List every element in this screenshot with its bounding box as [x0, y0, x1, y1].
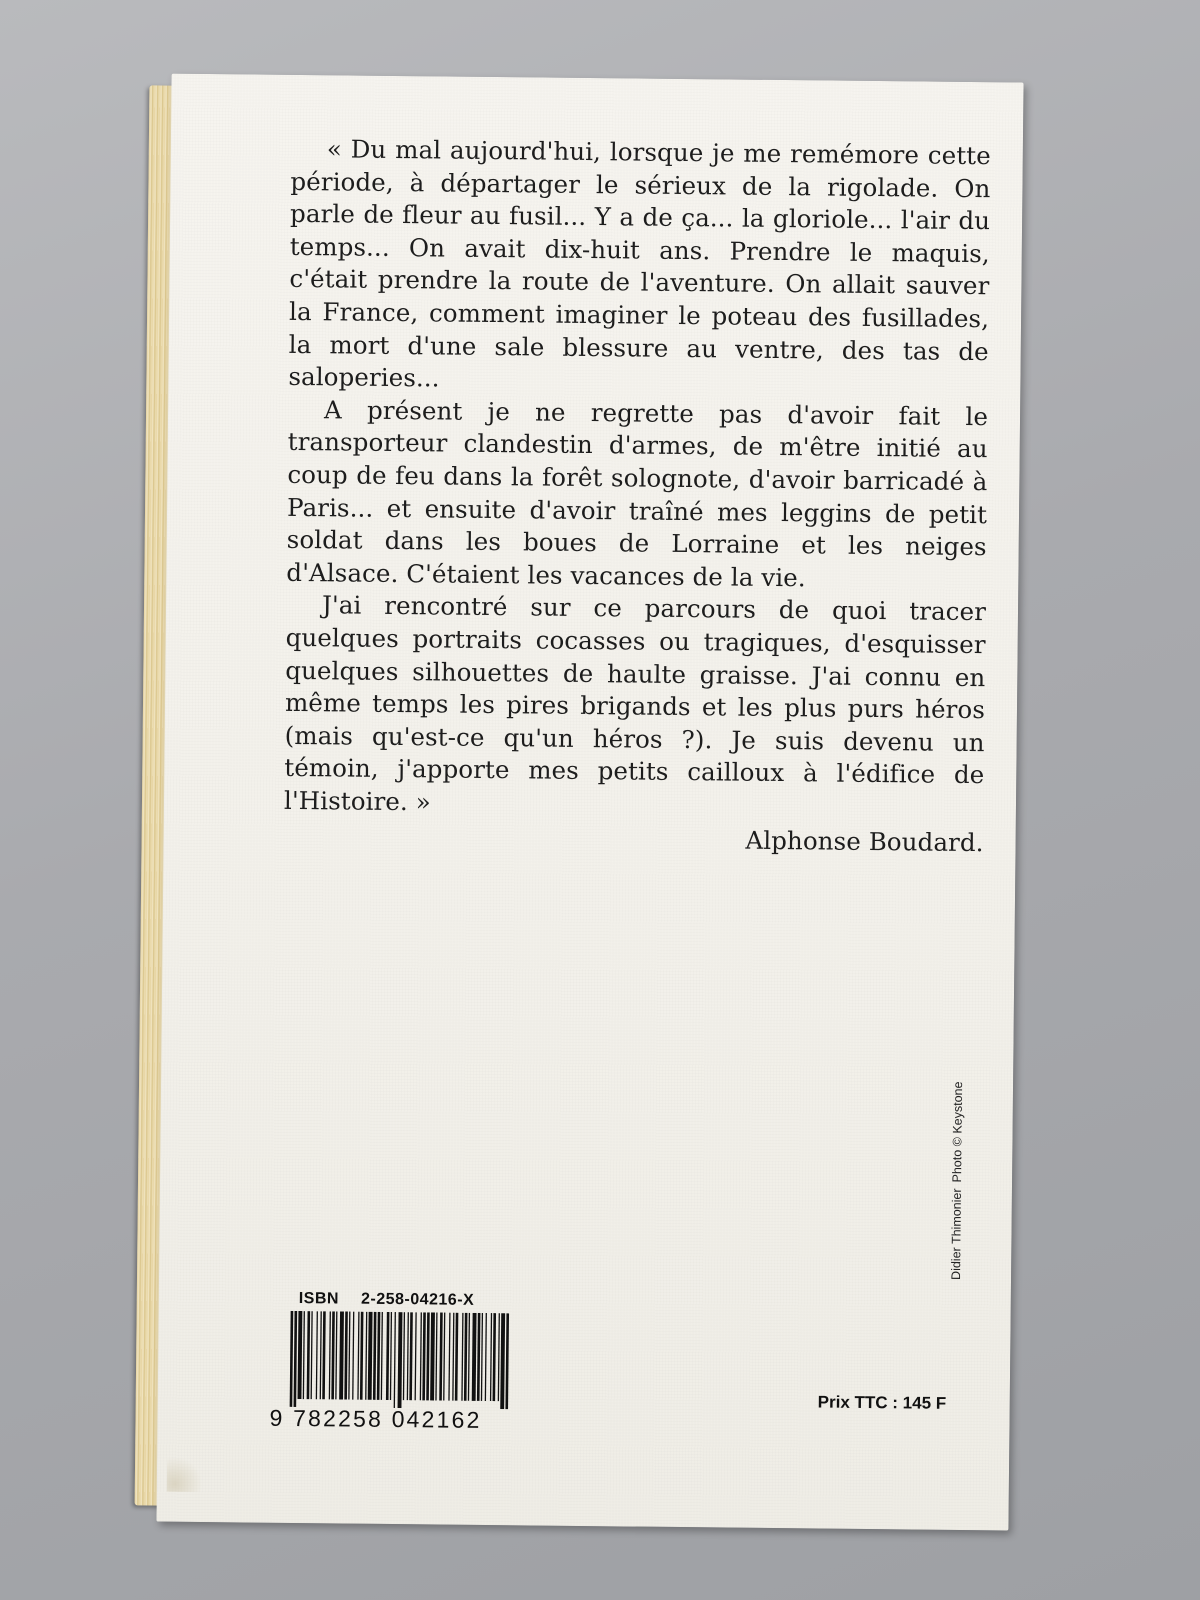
blurb-paragraph-3: J'ai rencontré sur ce parcours de quoi tracer quelques portraits cocasses ou tragiques, d'esquisser quelques silhouettes de haulte graisse. J'ai connu en même temps les pires brigands et les plus purs héros (mais qu'est-ce qu'un héros ?). Je suis devenu un témoin, j'apporte mes petits cailloux à l'édifice de l'Histoire. »	[283, 590, 987, 817]
barcode-bar	[420, 1312, 422, 1400]
barcode-bar	[290, 1311, 294, 1407]
isbn-value: 2-258-04216-X	[360, 1290, 475, 1309]
barcode-bar	[344, 1312, 348, 1400]
barcode-bar	[394, 1312, 396, 1408]
barcode-bar	[455, 1313, 459, 1401]
barcode-bar	[335, 1311, 337, 1399]
barcode-icon	[288, 1311, 511, 1409]
corner-wear	[167, 1452, 207, 1492]
barcode-bar	[357, 1312, 359, 1400]
barcode-bar	[373, 1312, 377, 1400]
barcode-bar	[352, 1312, 354, 1400]
barcode-bar	[415, 1312, 417, 1400]
barcode-bar	[422, 1312, 426, 1400]
barcode-bar	[377, 1312, 381, 1400]
barcode-bar	[339, 1311, 344, 1399]
barcode-bar	[311, 1311, 313, 1399]
barcode-bar	[472, 1313, 477, 1401]
barcode-bar	[443, 1313, 445, 1401]
barcode-bar	[386, 1312, 390, 1400]
barcode-bar	[464, 1313, 468, 1401]
barcode-bar	[320, 1311, 322, 1399]
barcode-bar	[498, 1313, 500, 1401]
barcode-bar	[390, 1312, 392, 1400]
barcode-bar	[294, 1311, 298, 1407]
barcode-bar	[500, 1313, 505, 1409]
barcode-bar	[407, 1312, 409, 1400]
photo-credit	[949, 990, 966, 1280]
back-cover	[156, 74, 1023, 1531]
barcode-bar	[485, 1313, 487, 1401]
barcode-bar	[435, 1312, 437, 1400]
barcode-bar	[368, 1312, 373, 1400]
barcode-bar	[448, 1313, 450, 1401]
barcode-bar	[461, 1313, 463, 1401]
book	[148, 74, 1023, 1531]
barcode-bar	[426, 1312, 430, 1400]
barcode-bar	[409, 1312, 413, 1400]
barcode-bar	[398, 1312, 403, 1408]
barcode-bar	[493, 1313, 497, 1401]
barcode-bar	[481, 1313, 483, 1401]
barcode-bar	[381, 1312, 383, 1400]
barcode-bar	[316, 1311, 318, 1399]
barcode-bar	[403, 1312, 405, 1400]
blurb-paragraph-1: « Du mal aujourd'hui, lorsque je me remémore cette période, à départager le sérieux de la rigolade. On parle de fleur au fusil... Y a de ça... la gloriole... l'air du temps... On avait dix-huit ans. Prendre le maquis, c'était prendre la route de l'aventure. On allait sauver la France, comment imaginer le poteau des fusillades, la mort d'une sale blessure au ventre, des tas de saloperies...	[288, 134, 991, 393]
barcode-bar	[329, 1311, 331, 1399]
credit-designer: Didier Thimonier	[949, 1188, 964, 1280]
barcode-bar	[348, 1312, 350, 1400]
blurb	[283, 133, 991, 861]
barcode-bar	[365, 1312, 367, 1400]
credit-photo: Photo © Keystone	[950, 1081, 966, 1183]
barcode-bar	[468, 1313, 470, 1401]
blurb-paragraph-2: A présent je ne regrette pas d'avoir fait le transporteur clandestin d'armes, de m'être initié au coup de feu dans la forêt solognote, d'avoir barricadé à Paris... et ensuite d'avoir traîné mes leggins de petit soldat dans les boues de Lorraine et les neiges d'Alsace. C'étaient les vacances de la vie.	[286, 394, 989, 593]
isbn-line	[299, 1290, 475, 1310]
price-label: Prix TTC : 145 F	[817, 1392, 947, 1413]
barcode-number: 9 782258 042162	[269, 1404, 482, 1433]
barcode-bar	[322, 1311, 326, 1399]
barcode-bar	[331, 1311, 335, 1399]
barcode-bar	[505, 1313, 509, 1409]
barcode-bar	[477, 1313, 481, 1401]
barcode-bar	[307, 1311, 311, 1399]
barcode-bar	[303, 1311, 305, 1399]
author-signature: Alphonse Boudard.	[745, 826, 984, 858]
barcode-bar	[430, 1312, 435, 1400]
barcode-bar	[360, 1312, 364, 1400]
isbn-label: ISBN	[298, 1290, 340, 1308]
barcode-bar	[452, 1313, 454, 1401]
barcode-bar	[439, 1313, 443, 1401]
barcode-bar	[490, 1313, 492, 1401]
barcode-bar	[298, 1311, 303, 1399]
